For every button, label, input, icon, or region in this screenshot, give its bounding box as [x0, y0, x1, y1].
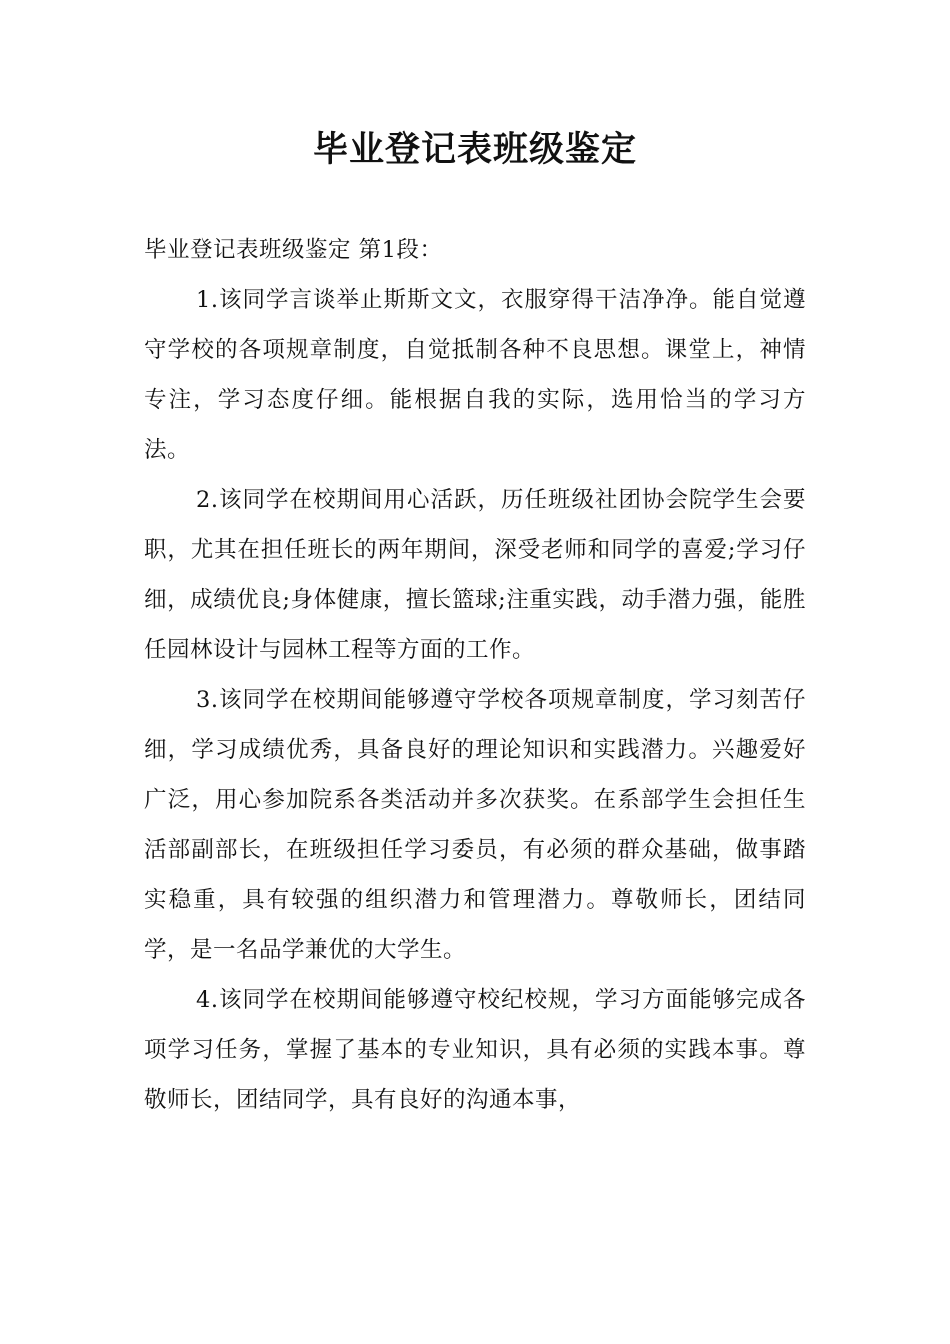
document-title: 毕业登记表班级鉴定 — [312, 130, 637, 170]
paragraph-1: 1.该同学言谈举止斯斯文文，衣服穿得干洁净净。能自觉遵守学校的各项规章制度，自觉抵制各种不良思想。课堂上，神情专注，学习态度仔细。能根据自我的实际，选用恰当的学习方法。 — [144, 287, 806, 463]
paragraph-2: 2.该同学在校期间用心活跃，历任班级社团协会院学生会要职，尤其在担任班长的两年期间，深受老师和同学的喜爱;学习仔细，成绩优良;身体健康，擅长篮球;注重实践，动手潜力强，能胜任园林设计与园林工程等方面的工作。 — [144, 487, 806, 663]
paragraph-3: 3.该同学在校期间能够遵守学校各项规章制度，学习刻苦仔细，学习成绩优秀，具备良好的理论知识和实践潜力。兴趣爱好广泛，用心参加院系各类活动并多次获奖。在系部学生会担任生活部副部长，在班级担任学习委员，有必须的群众基础，做事踏实稳重，具有较强的组织潜力和管理潜力。尊敬师长，团结同学，是一名品学兼优的大学生。 — [144, 687, 806, 963]
intro-line: 毕业登记表班级鉴定 第1段： — [144, 237, 443, 263]
document-body — [144, 225, 806, 1125]
paragraph-4: 4.该同学在校期间能够遵守校纪校规，学习方面能够完成各项学习任务，掌握了基本的专业知识，具有必须的实践本事。尊敬师长，团结同学，具有良好的沟通本事， — [144, 987, 806, 1113]
